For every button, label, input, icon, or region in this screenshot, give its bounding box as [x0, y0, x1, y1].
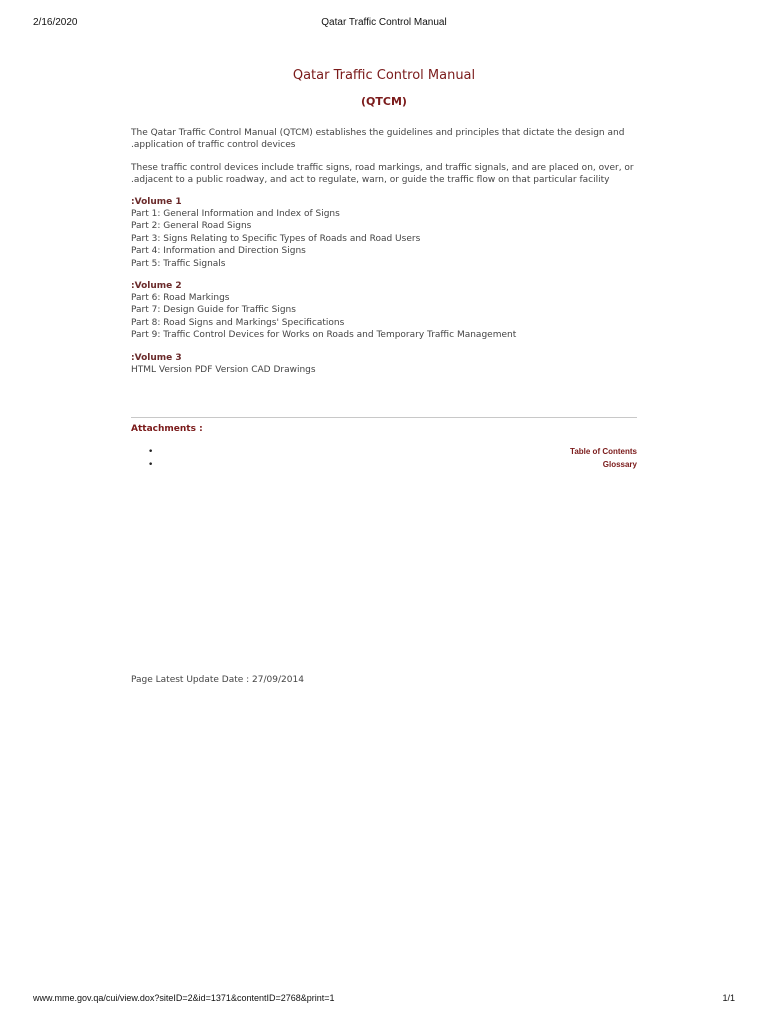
table-of-contents-link[interactable]: Table of Contents [570, 447, 637, 456]
list-item [131, 459, 637, 472]
list-item [131, 446, 637, 459]
volume-3-title: :Volume 3 [131, 352, 182, 363]
glossary-link[interactable]: Glossary [602, 459, 637, 469]
volume-1-part-1-link[interactable]: Part 1: General Information and Index of Signs [131, 209, 340, 219]
volume-2-part-6-link[interactable]: Part 6: Road Markings [131, 293, 230, 304]
volume-3-formats-links[interactable]: HTML Version PDF Version CAD Drawings [131, 364, 316, 375]
page-update-date: Page Latest Update Date : 27/09/2014 [131, 675, 304, 685]
bullet-icon: • [148, 447, 154, 457]
print-title: Qatar Traffic Control Manual [321, 17, 447, 28]
volume-1-part-4-link[interactable]: Part 4: Information and Direction Signs [131, 246, 306, 257]
bullet-icon: • [148, 459, 154, 470]
volume-1-title: :Volume 1 [131, 197, 182, 207]
print-url: www.mme.gov.qa/cui/view.dox?siteID=2&id=1371&contentID=2768&print=1 [33, 993, 335, 1003]
intro-paragraph-1 [131, 127, 637, 151]
print-header [0, 17, 768, 31]
volume-2-part-7-link[interactable]: Part 7: Design Guide for Traffic Signs [131, 305, 296, 316]
volume-1-part-5-link[interactable]: Part 5: Traffic Signals [131, 258, 226, 269]
volume-2-part-9-link[interactable]: Part 9: Traffic Control Devices for Works on Roads and Temporary Traffic Management [131, 330, 517, 341]
intro-1-line-1: The Qatar Traffic Control Manual (QTCM) establishes the guidelines and principles that dictate the design and [131, 128, 625, 138]
main-content [131, 66, 637, 376]
print-footer [0, 993, 768, 1007]
volume-2-title: :Volume 2 [131, 281, 182, 292]
volume-1-part-3-link[interactable]: Part 3: Signs Relating to Specific Types of Roads and Road Users [131, 233, 421, 244]
page-title: Qatar Traffic Control Manual [292, 68, 476, 83]
print-date: 2/16/2020 [33, 17, 78, 28]
intro-2-line-2: .adjacent to a public roadway, and act to regulate, warn, or guide the traffic flow on that particular facility [131, 175, 610, 185]
page-subtitle: (QTCM) [361, 95, 407, 108]
section-divider [131, 417, 637, 418]
volume-3-section [131, 352, 637, 376]
print-page-count: 1/1 [722, 993, 735, 1003]
volume-2-part-8-link[interactable]: Part 8: Road Signs and Markings' Specifications [131, 317, 345, 328]
intro-1-line-2: .application of traffic control devices [131, 140, 296, 150]
intro-2-line-1: These traffic control devices include traffic signs, road markings, and traffic signals, and are placed on, over, or [131, 163, 634, 173]
volume-1-part-2-link[interactable]: Part 2: General Road Signs [131, 221, 252, 232]
volume-1-section [131, 196, 637, 270]
attachments-title: Attachments : [131, 424, 203, 434]
attachments-list [131, 446, 637, 471]
volume-2-section [131, 280, 637, 342]
intro-paragraph-2 [131, 162, 637, 186]
